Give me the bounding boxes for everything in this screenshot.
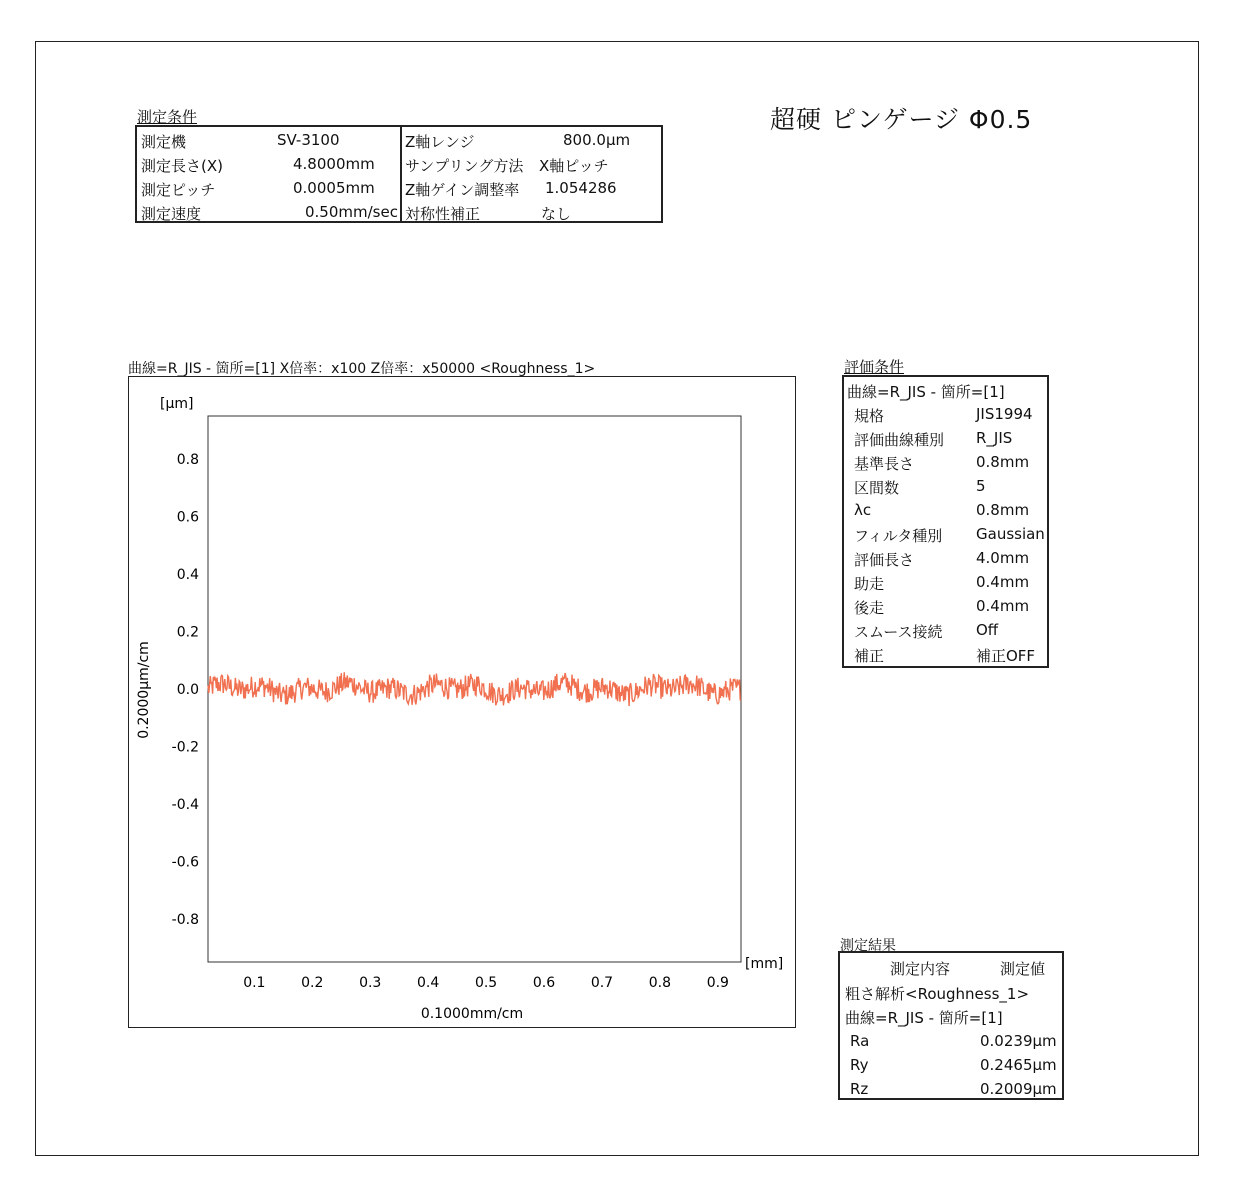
x-axis-label: 0.1000mm/cm [420, 1006, 524, 1022]
ec-header: 曲線=R_JIS - 箇所=[1] [847, 383, 1005, 401]
mc-value-3: 0.50mm/sec [305, 203, 398, 221]
result-key-ra: Ra [850, 1032, 870, 1050]
results-line1: 粗さ解析<Roughness_1> [845, 985, 1030, 1003]
ec-value-5: Gaussian [976, 525, 1045, 543]
ec-value-3: 5 [976, 477, 986, 495]
result-key-rz: Rz [850, 1080, 869, 1098]
evaluation-conditions-table [842, 375, 1049, 668]
mc-value-6: 1.054286 [545, 179, 617, 197]
mc-value-5: X軸ピッチ [539, 157, 609, 175]
x-tick-label: 0.5 [474, 975, 498, 991]
page-title: 超硬 ピンゲージ Φ0.5 [770, 105, 1033, 134]
y-tick-label: 0.8 [176, 452, 199, 469]
ec-key-1: 評価曲線種別 [854, 431, 945, 449]
mc-key-5: サンプリング方法 [405, 157, 524, 175]
x-tick-label: 0.1 [243, 975, 266, 991]
ec-value-4: 0.8mm [976, 501, 1030, 519]
x-tick-label: 0.9 [706, 975, 729, 991]
x-tick-label: 0.3 [359, 975, 382, 991]
mc-value-2: 0.0005mm [293, 179, 375, 197]
x-tick-label: 0.2 [301, 975, 324, 991]
ec-value-6: 4.0mm [976, 549, 1030, 567]
x-tick-label: 0.8 [648, 975, 672, 991]
mc-key-6: Z軸ゲイン調整率 [405, 181, 520, 199]
result-value-rz: 0.2009μm [980, 1080, 1057, 1098]
ec-key-9: スムース接続 [854, 623, 943, 641]
result-value-ra: 0.0239μm [980, 1032, 1057, 1050]
results-col2: 測定値 [1000, 960, 1046, 978]
ec-value-7: 0.4mm [976, 573, 1030, 591]
evaluation-conditions-label: 評価条件 [844, 358, 905, 376]
results-line2: 曲線=R_JIS - 箇所=[1] [845, 1009, 1003, 1027]
mc-value-0: SV-3100 [277, 131, 340, 149]
ec-key-10: 補正 [854, 647, 885, 665]
y-tick-label: -0.2 [171, 739, 199, 756]
mc-key-7: 対称性補正 [405, 205, 481, 223]
ec-key-5: フィルタ種別 [854, 527, 943, 545]
result-key-ry: Ry [850, 1056, 869, 1074]
y-tick-label: -0.6 [171, 854, 199, 871]
x-tick-label: 0.6 [532, 975, 556, 991]
mc-key-4: Z軸レンジ [405, 133, 475, 151]
ec-value-1: R_JIS [976, 429, 1013, 447]
ec-key-7: 助走 [854, 575, 885, 593]
y-tick-label: 0.6 [176, 509, 199, 526]
measurement-conditions-label: 測定条件 [137, 108, 198, 126]
ec-key-2: 基準長さ [854, 455, 915, 473]
ec-key-3: 区間数 [854, 479, 900, 497]
x-tick-label: 0.7 [590, 975, 614, 991]
ec-key-4: λc [854, 501, 872, 519]
ec-value-8: 0.4mm [976, 597, 1030, 615]
ec-value-2: 0.8mm [976, 453, 1030, 471]
ec-value-9: Off [976, 621, 999, 639]
ec-value-0: JIS1994 [976, 405, 1033, 423]
y-tick-label: 0.0 [176, 682, 199, 698]
y-tick-label: -0.4 [171, 796, 199, 813]
mc-key-1: 測定長さ(X) [141, 157, 223, 175]
results-table [838, 951, 1064, 1100]
results-label: 測定結果 [840, 938, 896, 954]
mc-value-4: 800.0μm [563, 131, 631, 149]
result-value-ry: 0.2465μm [980, 1056, 1057, 1074]
x-tick-label: 0.4 [417, 975, 440, 991]
x-unit-label: [mm] [745, 956, 784, 972]
mc-value-7: なし [541, 205, 572, 223]
ec-key-0: 規格 [854, 407, 885, 425]
mc-key-3: 測定速度 [141, 205, 202, 223]
ec-key-8: 後走 [854, 599, 885, 617]
chart-header: 曲線=R_JIS - 箇所=[1] X倍率：x100 Z倍率：x50000 <Roughness_1> [128, 361, 596, 377]
ec-key-6: 評価長さ [854, 551, 915, 569]
mc-value-1: 4.8000mm [293, 155, 375, 173]
y-axis-label: 0.2000μm/cm [136, 641, 152, 739]
y-tick-label: 0.4 [176, 567, 199, 584]
y-tick-label: 0.2 [176, 624, 199, 641]
roughness-profile-line [208, 672, 741, 706]
mc-key-2: 測定ピッチ [141, 181, 216, 199]
results-col1: 測定内容 [890, 960, 951, 978]
y-tick-label: -0.8 [171, 911, 199, 928]
y-unit-label: [μm] [160, 396, 194, 412]
ec-value-10: 補正OFF [976, 647, 1036, 665]
mc-key-0: 測定機 [141, 133, 187, 151]
